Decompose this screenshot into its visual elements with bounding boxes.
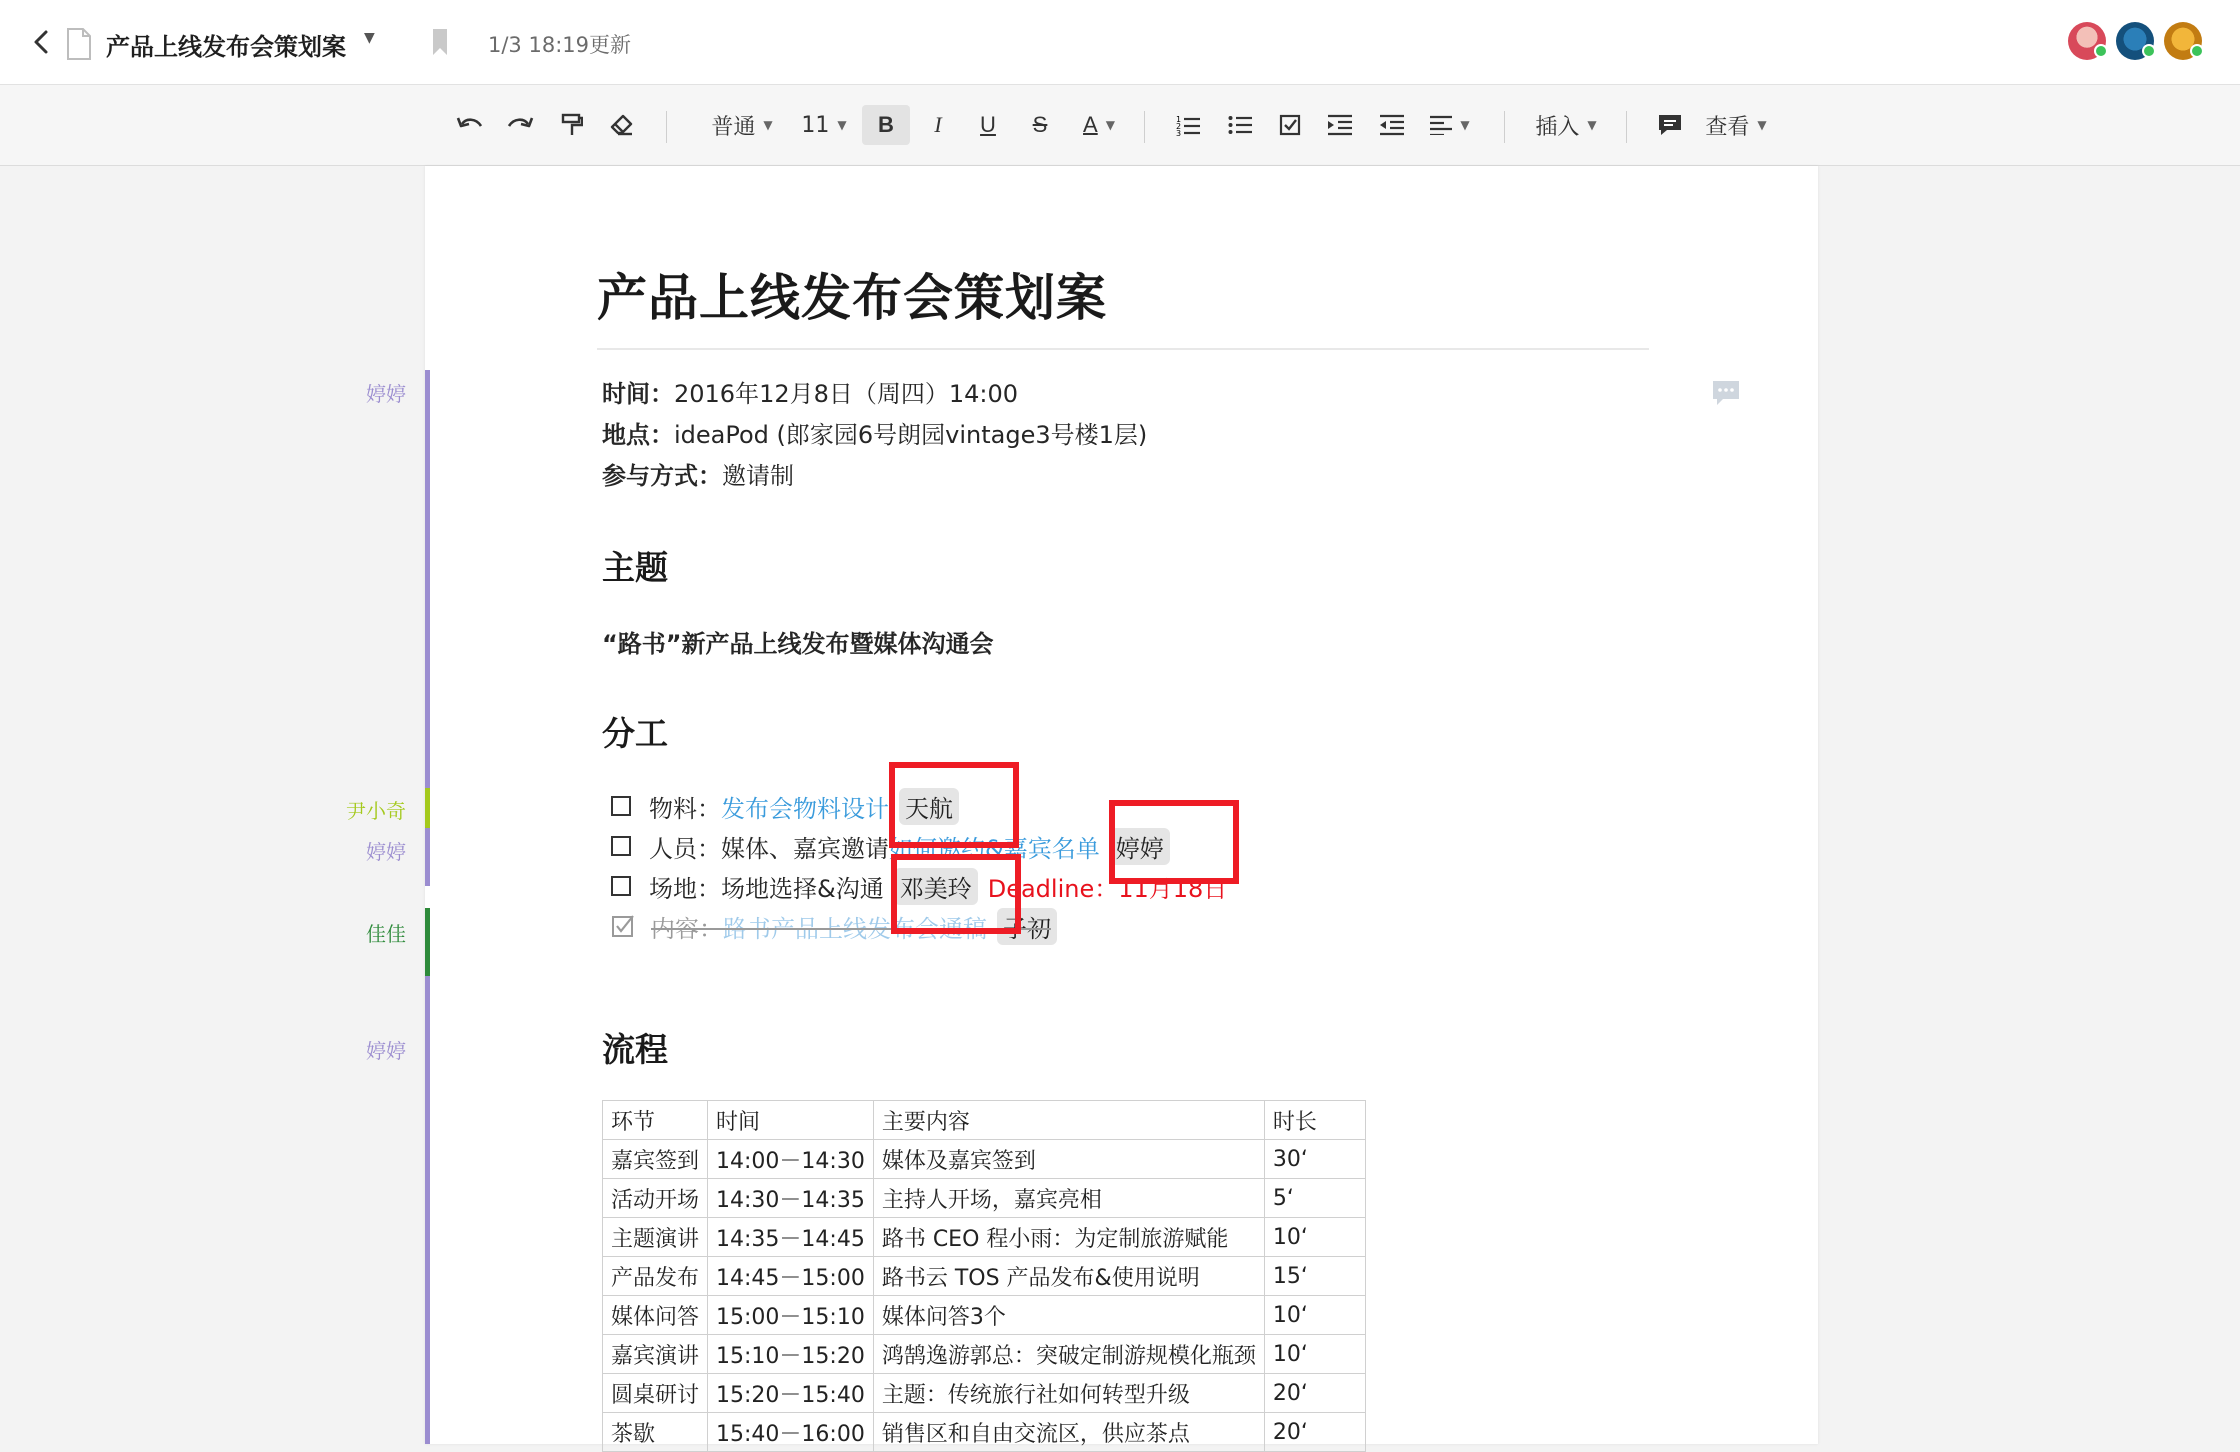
chevron-down-icon: ▼ bbox=[837, 118, 847, 132]
document-page[interactable] bbox=[425, 166, 1818, 1447]
align-select[interactable] bbox=[1424, 105, 1476, 145]
indent-decrease-icon[interactable] bbox=[1374, 105, 1410, 145]
table-row bbox=[603, 1413, 1366, 1452]
schedule-table[interactable] bbox=[602, 1100, 1366, 1452]
table-row bbox=[603, 1296, 1366, 1335]
user-mention[interactable]: 婷婷 bbox=[1110, 828, 1170, 865]
underline-button[interactable]: U bbox=[980, 112, 996, 137]
section-heading-theme[interactable]: 主题 bbox=[602, 548, 668, 587]
task-text: 媒体、嘉宾邀请 bbox=[721, 834, 889, 863]
table-cell[interactable]: 环节 bbox=[603, 1101, 708, 1140]
chevron-down-icon: ▼ bbox=[1587, 118, 1597, 132]
toolbar-divider bbox=[666, 111, 667, 143]
svg-text:1: 1 bbox=[1176, 115, 1182, 124]
table-cell[interactable]: 时间 bbox=[708, 1101, 874, 1140]
undo-icon[interactable] bbox=[452, 105, 488, 145]
table-cell[interactable]: 20‘ bbox=[1264, 1374, 1365, 1413]
table-cell[interactable]: 嘉宾签到 bbox=[603, 1140, 708, 1179]
paragraph-style-select[interactable] bbox=[700, 105, 784, 145]
table-cell[interactable]: 15:20－15:40 bbox=[708, 1374, 874, 1413]
avatar[interactable] bbox=[2116, 22, 2154, 60]
formatting-toolbar bbox=[0, 85, 2240, 166]
checklist-icon[interactable] bbox=[1272, 105, 1308, 145]
bold-button[interactable]: B bbox=[862, 105, 910, 145]
deadline-text: Deadline：11月18日 bbox=[987, 874, 1228, 903]
author-change-bar bbox=[425, 370, 430, 790]
table-row bbox=[603, 1179, 1366, 1218]
user-mention[interactable]: 子初 bbox=[997, 908, 1057, 945]
task-link[interactable]: 如何邀约&嘉宾名单 bbox=[889, 834, 1100, 863]
section-heading-division[interactable]: 分工 bbox=[602, 714, 668, 753]
table-cell[interactable]: 活动开场 bbox=[603, 1179, 708, 1218]
indent-increase-icon[interactable] bbox=[1322, 105, 1358, 145]
table-cell[interactable]: 嘉宾演讲 bbox=[603, 1335, 708, 1374]
meta-participation[interactable] bbox=[602, 456, 794, 491]
meta-value: 2016年12月8日（周四）14:00 bbox=[674, 380, 1019, 408]
table-cell[interactable]: 时长 bbox=[1264, 1101, 1365, 1140]
section-heading-flow[interactable]: 流程 bbox=[602, 1030, 668, 1069]
task-label: 物料： bbox=[649, 794, 721, 823]
author-change-bar bbox=[425, 908, 430, 976]
font-color-label: A bbox=[1083, 112, 1098, 137]
table-cell[interactable]: 14:00－14:30 bbox=[708, 1140, 874, 1179]
table-cell[interactable]: 销售区和自由交流区，供应茶点 bbox=[873, 1413, 1264, 1452]
table-cell[interactable]: 15‘ bbox=[1264, 1257, 1365, 1296]
user-mention[interactable]: 天航 bbox=[899, 788, 959, 825]
author-change-bar bbox=[425, 788, 430, 828]
back-arrow-icon[interactable] bbox=[30, 24, 54, 60]
highlight-box bbox=[1109, 800, 1239, 884]
font-size-select[interactable] bbox=[798, 105, 850, 145]
svg-text:3: 3 bbox=[1176, 129, 1182, 136]
table-cell[interactable]: 媒体问答3个 bbox=[873, 1296, 1264, 1335]
top-bar bbox=[0, 0, 2240, 85]
update-time: 1/3 18:19更新 bbox=[488, 33, 631, 57]
author-label: 婷婷 bbox=[366, 840, 406, 864]
view-menu[interactable] bbox=[1700, 105, 1772, 145]
chevron-down-icon: ▼ bbox=[763, 118, 773, 132]
align-left-icon bbox=[1430, 115, 1452, 135]
font-size-label: 11 bbox=[801, 112, 830, 138]
table-row bbox=[603, 1374, 1366, 1413]
title-dropdown-icon[interactable]: ▼ bbox=[364, 30, 375, 46]
meta-location[interactable] bbox=[602, 415, 1147, 450]
theme-text[interactable]: “路书”新产品上线发布暨媒体沟通会 bbox=[602, 630, 994, 658]
table-cell[interactable]: 15:40－16:00 bbox=[708, 1413, 874, 1452]
task-label: 场地： bbox=[649, 874, 721, 903]
author-change-bar bbox=[425, 828, 430, 886]
table-header-row bbox=[603, 1101, 1366, 1140]
font-color-button[interactable] bbox=[1076, 105, 1122, 145]
task-link[interactable]: 路书产品上线发布会通稿 bbox=[723, 914, 987, 943]
view-label: 查看 bbox=[1705, 114, 1750, 140]
comment-bubble-icon[interactable] bbox=[1711, 378, 1741, 408]
table-cell[interactable]: 15:10－15:20 bbox=[708, 1335, 874, 1374]
meta-label: 参与方式： bbox=[602, 462, 722, 490]
document-heading[interactable]: 产品上线发布会策划案 bbox=[597, 269, 1107, 327]
task-label: 内容： bbox=[651, 914, 723, 943]
user-mention[interactable]: 邓美玲 bbox=[894, 868, 978, 905]
highlight-box bbox=[891, 854, 1021, 934]
insert-menu[interactable] bbox=[1530, 105, 1602, 145]
meta-value: 邀请制 bbox=[722, 462, 794, 490]
highlight-box bbox=[889, 762, 1019, 848]
table-cell[interactable]: 14:45－15:00 bbox=[708, 1257, 874, 1296]
table-cell[interactable]: 14:30－14:35 bbox=[708, 1179, 874, 1218]
table-cell[interactable]: 路书云 TOS 产品发布&使用说明 bbox=[873, 1257, 1264, 1296]
paragraph-style-label: 普通 bbox=[711, 114, 756, 140]
strikethrough-button[interactable]: S bbox=[1032, 112, 1048, 137]
author-label: 婷婷 bbox=[366, 382, 406, 406]
toolbar-divider bbox=[1504, 111, 1505, 143]
table-cell[interactable]: 主持人开场，嘉宾亮相 bbox=[873, 1179, 1264, 1218]
chevron-down-icon: ▼ bbox=[1460, 118, 1470, 132]
task-text: 场地选择&沟通 bbox=[721, 874, 884, 903]
table-cell[interactable]: 主题演讲 bbox=[603, 1218, 708, 1257]
table-cell[interactable]: 媒体及嘉宾签到 bbox=[873, 1140, 1264, 1179]
table-cell[interactable]: 鸿鹄逸游郭总：突破定制游规模化瓶颈 bbox=[873, 1335, 1264, 1374]
author-label: 佳佳 bbox=[366, 922, 406, 946]
task-checkbox[interactable] bbox=[611, 836, 631, 856]
bookmark-icon[interactable] bbox=[432, 28, 448, 56]
italic-button[interactable]: I bbox=[934, 112, 942, 137]
meta-label: 时间： bbox=[602, 380, 674, 408]
avatar[interactable] bbox=[2164, 22, 2202, 60]
bullet-list-icon[interactable] bbox=[1222, 105, 1258, 145]
meta-time[interactable] bbox=[602, 374, 1018, 409]
comment-toolbar-icon[interactable] bbox=[1652, 105, 1688, 145]
table-cell[interactable]: 20‘ bbox=[1264, 1413, 1365, 1452]
task-checkbox-checked[interactable] bbox=[611, 914, 635, 938]
toolbar-divider bbox=[1144, 111, 1145, 143]
svg-text:2: 2 bbox=[1176, 122, 1182, 131]
meta-value: ideaPod (郎家园6号朗园vintage3号楼1层) bbox=[674, 421, 1148, 449]
author-label: 尹小奇 bbox=[346, 799, 406, 823]
table-cell[interactable]: 圆桌研讨 bbox=[603, 1374, 708, 1413]
document-title[interactable]: 产品上线发布会策划案 bbox=[106, 33, 346, 61]
insert-label: 插入 bbox=[1535, 114, 1580, 140]
chevron-down-icon: ▼ bbox=[1105, 118, 1115, 132]
table-cell[interactable]: 15:00－15:10 bbox=[708, 1296, 874, 1335]
table-cell[interactable]: 媒体问答 bbox=[603, 1296, 708, 1335]
task-link[interactable]: 发布会物料设计 bbox=[721, 794, 889, 823]
format-painter-icon[interactable] bbox=[554, 105, 590, 145]
toolbar-divider bbox=[1626, 111, 1627, 143]
heading-divider bbox=[597, 348, 1649, 350]
table-cell[interactable]: 30‘ bbox=[1264, 1140, 1365, 1179]
meta-label: 地点： bbox=[602, 421, 674, 449]
ordered-list-icon[interactable] bbox=[1170, 105, 1206, 145]
avatar[interactable] bbox=[2068, 22, 2106, 60]
table-cell[interactable]: 产品发布 bbox=[603, 1257, 708, 1296]
redo-icon[interactable] bbox=[502, 105, 538, 145]
table-cell[interactable]: 主题：传统旅行社如何转型升级 bbox=[873, 1374, 1264, 1413]
chevron-down-icon: ▼ bbox=[1757, 118, 1767, 132]
table-row bbox=[603, 1140, 1366, 1179]
document-icon bbox=[66, 28, 92, 60]
table-cell[interactable]: 10‘ bbox=[1264, 1296, 1365, 1335]
table-row bbox=[603, 1218, 1366, 1257]
table-row bbox=[603, 1257, 1366, 1296]
task-label: 人员： bbox=[649, 834, 721, 863]
task-checkbox[interactable] bbox=[611, 876, 631, 896]
task-checkbox[interactable] bbox=[611, 796, 631, 816]
table-cell[interactable]: 主要内容 bbox=[873, 1101, 1264, 1140]
table-cell[interactable]: 10‘ bbox=[1264, 1218, 1365, 1257]
table-cell[interactable]: 14:35－14:45 bbox=[708, 1218, 874, 1257]
table-cell[interactable]: 路书 CEO 程小雨：为定制旅游赋能 bbox=[873, 1218, 1264, 1257]
collaborator-avatars bbox=[2068, 22, 2202, 60]
author-label: 婷婷 bbox=[366, 1039, 406, 1063]
table-cell[interactable]: 5‘ bbox=[1264, 1179, 1365, 1218]
table-cell[interactable]: 10‘ bbox=[1264, 1335, 1365, 1374]
table-row bbox=[603, 1335, 1366, 1374]
table-cell[interactable]: 茶歇 bbox=[603, 1413, 708, 1452]
author-change-bar bbox=[425, 976, 430, 1444]
clear-format-icon[interactable] bbox=[604, 105, 640, 145]
